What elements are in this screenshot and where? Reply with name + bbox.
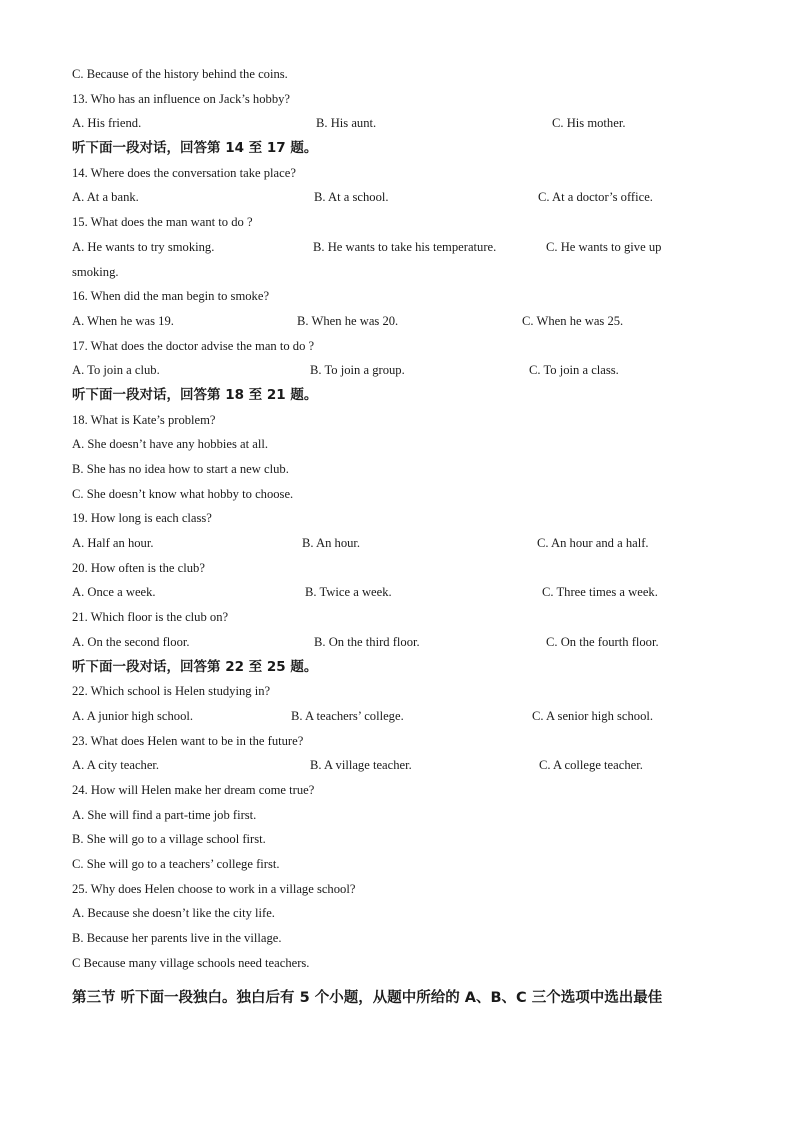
- question-line: 23. What does Helen want to be in the future?: [72, 733, 304, 748]
- option-a: A. When he was 19.: [72, 313, 174, 328]
- option-row: [72, 235, 732, 260]
- option-a: A. He wants to try smoking.: [72, 239, 215, 254]
- exam-page: [72, 62, 732, 1013]
- option-row: [72, 630, 732, 655]
- option-row: [72, 580, 732, 605]
- question-line: 20. How often is the club?: [72, 560, 205, 575]
- question-line: 14. Where does the conversation take place?: [72, 165, 296, 180]
- option-a: A. His friend.: [72, 116, 142, 131]
- option-b: B. His aunt.: [316, 116, 377, 131]
- option-row: [72, 704, 732, 729]
- option-b: B. A teachers’ college.: [291, 708, 404, 723]
- option-c: C. When he was 25.: [522, 313, 624, 328]
- question-line: 21. Which floor is the club on?: [72, 610, 229, 625]
- option-b: B. He wants to take his temperature.: [313, 239, 497, 254]
- section-heading: 听下面一段对话，回答第 14 至 17 题。: [72, 140, 318, 157]
- option-c: C. At a doctor’s office.: [538, 190, 653, 205]
- question-line: 24. How will Helen make her dream come true?: [72, 782, 315, 797]
- question-line: B. She has no idea how to start a new club.: [72, 462, 289, 476]
- option-row: [72, 185, 732, 210]
- question-line: 16. When did the man begin to smoke?: [72, 289, 270, 304]
- question-line: C Because many village schools need teachers.: [72, 955, 310, 970]
- question-line: 15. What does the man want to do ?: [72, 215, 253, 230]
- option-a: A. On the second floor.: [72, 634, 190, 649]
- question-line: 25. Why does Helen choose to work in a village school?: [72, 881, 356, 896]
- option-c: C. On the fourth floor.: [546, 634, 659, 649]
- option-a: A. At a bank.: [72, 190, 139, 205]
- option-c: C. An hour and a half.: [537, 536, 649, 551]
- option-b: B. An hour.: [302, 536, 361, 551]
- question-line: 18. What is Kate’s problem?: [72, 412, 216, 427]
- question-line: C. Because of the history behind the coins.: [72, 67, 288, 81]
- option-row: [72, 531, 732, 556]
- option-row: [72, 309, 732, 334]
- option-b: B. To join a group.: [310, 363, 405, 378]
- option-c: C. To join a class.: [529, 363, 619, 378]
- option-a: A. A junior high school.: [72, 708, 194, 723]
- option-c: C. Three times a week.: [542, 585, 658, 600]
- option-b: B. At a school.: [314, 190, 389, 205]
- section-heading: 听下面一段对话，回答第 18 至 21 题。: [72, 386, 318, 403]
- option-row: [72, 358, 732, 383]
- option-b: B. On the third floor.: [314, 634, 420, 649]
- question-line: A. She will find a part-time job first.: [72, 807, 257, 822]
- option-c: C. His mother.: [552, 116, 626, 131]
- option-row: [72, 111, 732, 136]
- question-line: 22. Which school is Helen studying in?: [72, 684, 271, 699]
- question-line: A. Because she doesn’t like the city life.: [72, 906, 275, 921]
- option-b: B. When he was 20.: [297, 313, 399, 328]
- section-gap: [72, 975, 732, 983]
- question-line: 13. Who has an influence on Jack’s hobby?: [72, 91, 291, 106]
- option-b: B. A village teacher.: [310, 758, 412, 773]
- option-b: B. Twice a week.: [305, 585, 392, 600]
- option-c: C. He wants to give up: [546, 239, 662, 254]
- question-line: B. Because her parents live in the village.: [72, 931, 282, 946]
- section-heading: 听下面一段对话，回答第 22 至 25 题。: [72, 658, 318, 675]
- question-line: C. She doesn’t know what hobby to choose.: [72, 486, 294, 501]
- option-a: A. A city teacher.: [72, 758, 160, 773]
- option-a: A. To join a club.: [72, 363, 160, 378]
- option-c: C. A senior high school.: [532, 708, 654, 723]
- option-row: [72, 753, 732, 778]
- option-a: A. Half an hour.: [72, 536, 154, 551]
- question-line: 17. What does the doctor advise the man to do ?: [72, 338, 315, 353]
- question-line: A. She doesn’t have any hobbies at all.: [72, 437, 268, 452]
- option-a: A. Once a week.: [72, 585, 156, 600]
- section-title: 第三节 听下面一段独白。独白后有 5 个小题，从题中所给的 A、B、C 三个选项中选出最佳: [72, 990, 663, 1007]
- question-line: smoking.: [72, 264, 119, 279]
- question-line: C. She will go to a teachers’ college first.: [72, 857, 280, 871]
- option-c: C. A college teacher.: [539, 758, 643, 773]
- question-line: B. She will go to a village school first.: [72, 832, 266, 847]
- question-line: 19. How long is each class?: [72, 511, 212, 526]
